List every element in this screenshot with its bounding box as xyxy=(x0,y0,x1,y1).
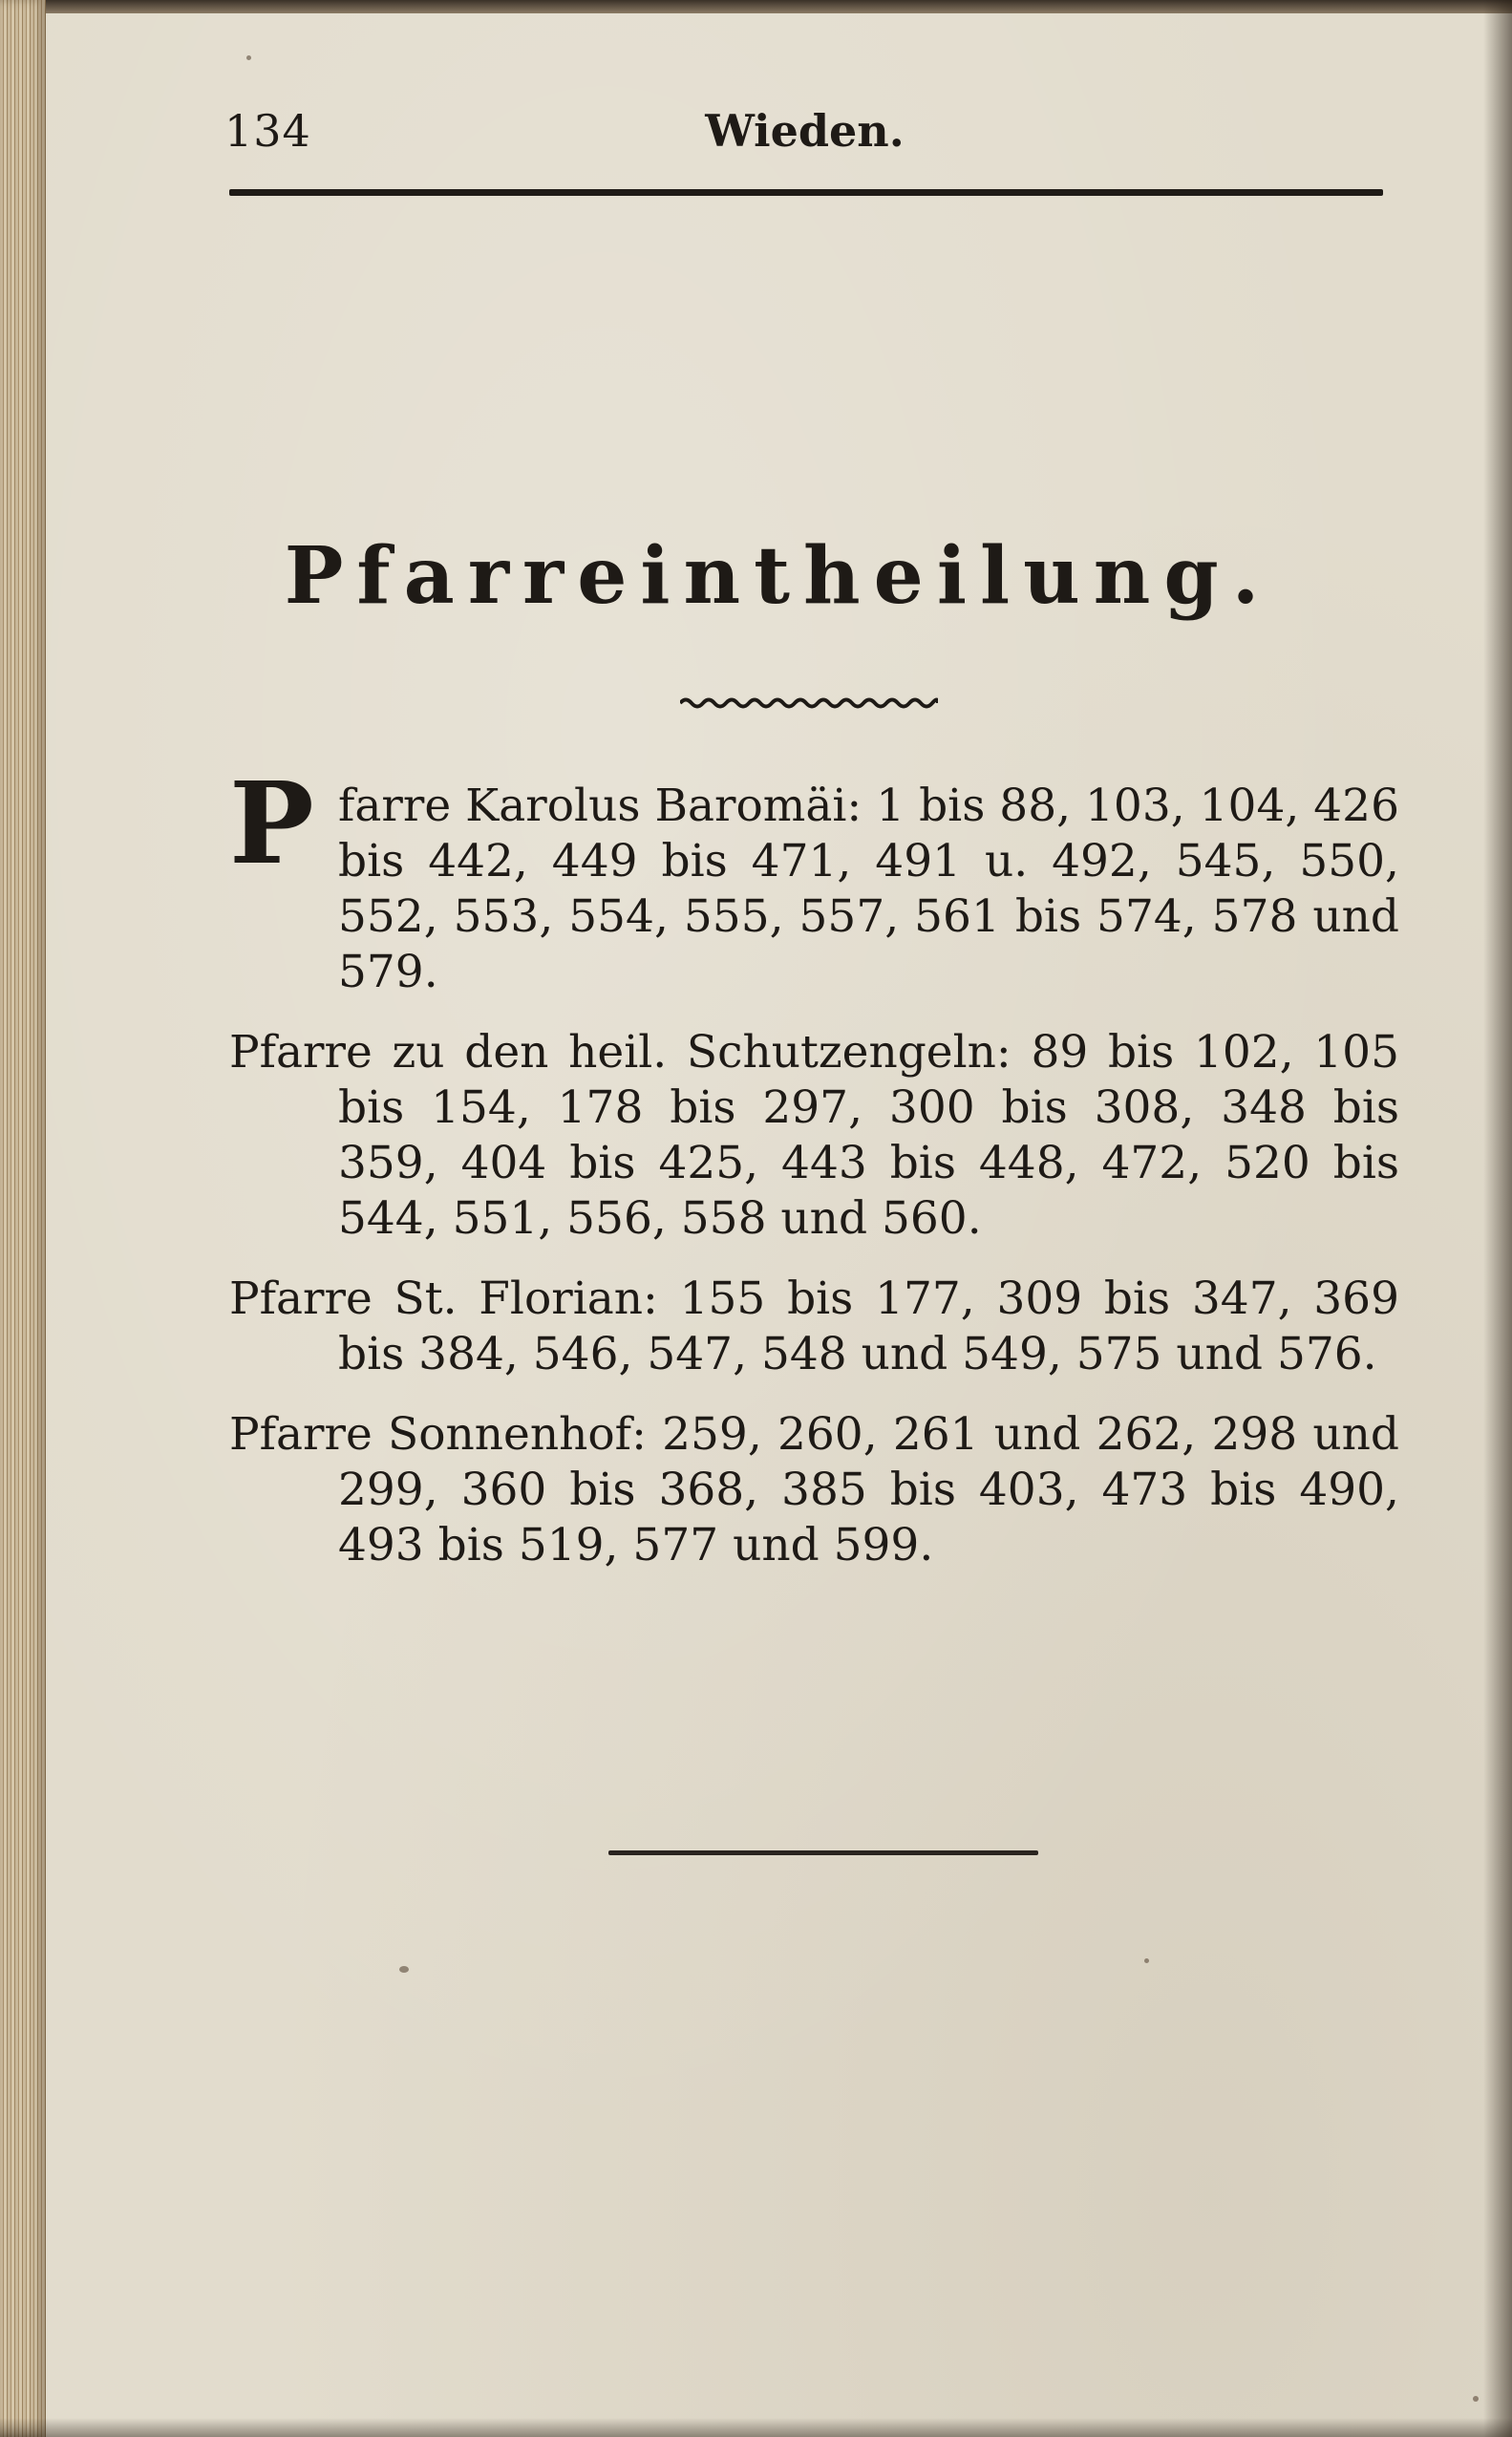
paper-speck xyxy=(1473,2396,1479,2402)
paper-speck xyxy=(399,1966,409,1973)
page-number: 134 xyxy=(224,105,311,157)
running-head: Wieden. xyxy=(705,105,905,157)
book-binding-edge xyxy=(0,0,46,2437)
page-top-edge xyxy=(0,0,1512,13)
header-rule xyxy=(229,189,1383,196)
page-title: Pfarreintheilung. xyxy=(284,530,1273,622)
page-bottom-shadow xyxy=(0,2418,1512,2437)
parish-entry-schutzengeln: Pfarre zu den heil. Schutzengeln: 89 bis 102, 105 bis 154, 178 bis 297, 300 bis 308, 348 bis 359, 404 bis 425, 443 bis 448, 472, 520 bis 544, 551, 556, 558 und 560. xyxy=(229,1026,1399,1245)
paper-speck xyxy=(1144,1958,1149,1963)
page-header xyxy=(224,105,1385,172)
parish-entry-florian: Pfarre St. Florian: 155 bis 177, 309 bis 347, 369 bis 384, 546, 547, 548 und 549, 575 und 576. xyxy=(229,1272,1399,1380)
paper-speck xyxy=(246,55,251,60)
parish-entry-sonnenhof: Pfarre Sonnenhof: 259, 260, 261 und 262, 298 und 299, 360 bis 368, 385 bis 403, 473 bis 490, 493 bis 519, 577 und 599. xyxy=(229,1408,1399,1571)
page-right-shadow xyxy=(1483,0,1512,2437)
parish-entry-text: farre Karolus Baromäi: 1 bis 88, 103, 104, 426 bis 442, 449 bis 471, 491 u. 492, 545, 550, 552, 553, 554, 555, 557, 561 bis 574, 578 und 579. xyxy=(338,780,1399,998)
end-rule xyxy=(608,1850,1038,1855)
ornamental-wavy-rule xyxy=(680,695,938,711)
parish-list xyxy=(229,757,1399,1598)
parish-entry-karolus xyxy=(229,757,1399,1000)
drop-cap: P xyxy=(229,757,314,889)
